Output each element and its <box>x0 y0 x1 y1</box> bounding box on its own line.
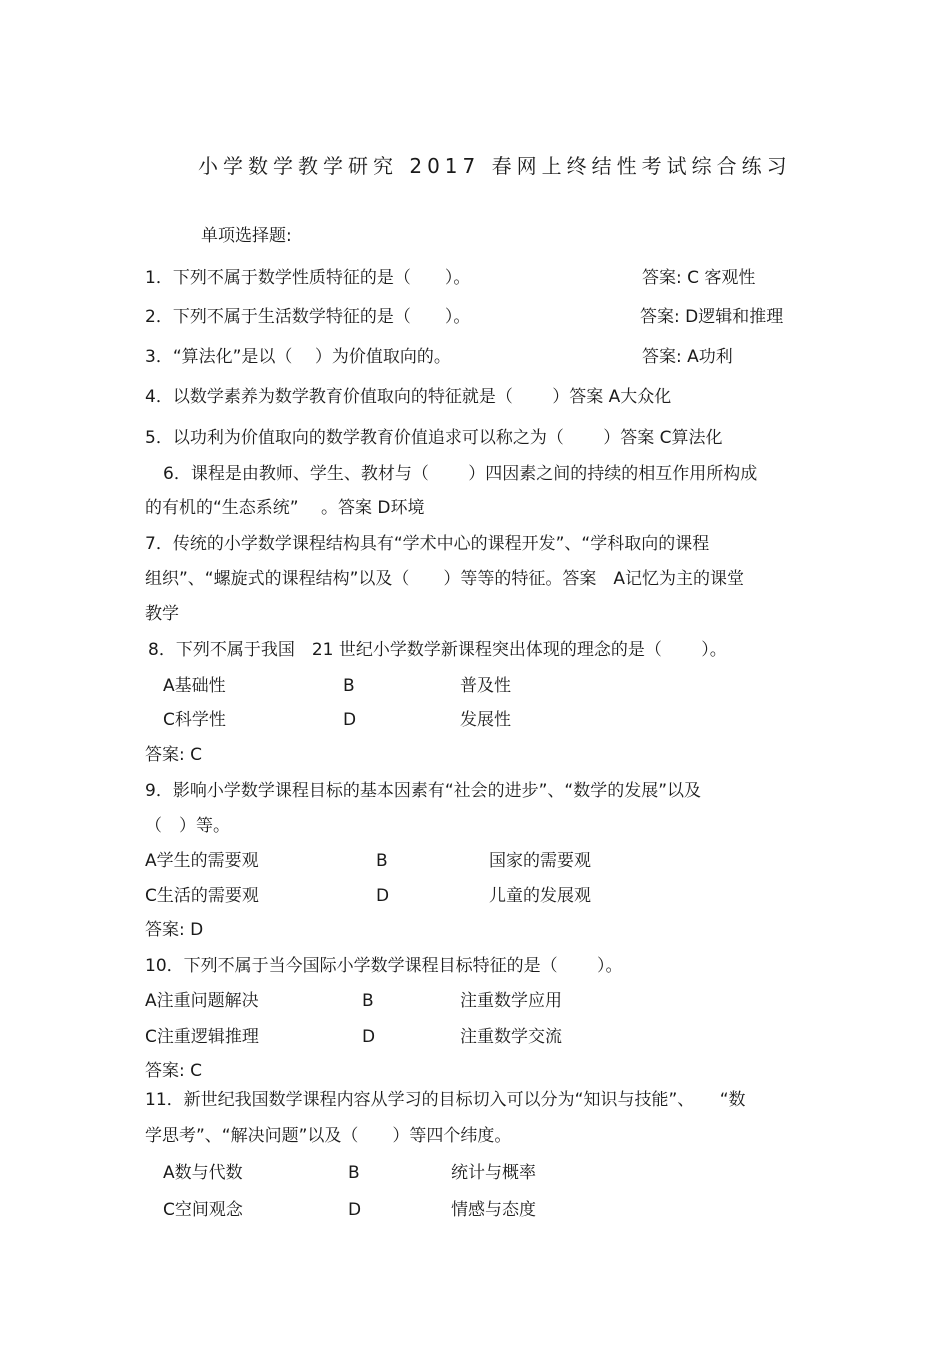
question-8-option-b-letter: B <box>343 676 355 696</box>
question-8-option-c: C科学性 <box>163 710 226 730</box>
question-11-option-b-letter: B <box>348 1163 360 1183</box>
question-11-option-c: C空间观念 <box>163 1200 243 1220</box>
question-10-option-d-letter: D <box>362 1027 376 1047</box>
question-7-line-2: 组织”、“螺旋式的课程结构”以及（ ）等等的特征。答案 A记忆为主的课堂 <box>145 569 745 589</box>
section-heading: 单项选择题: <box>201 226 292 246</box>
question-10-option-a: A注重问题解决 <box>145 991 259 1011</box>
question-6-line-1: 6．课程是由教师、学生、教材与（ ）四因素之间的持续的相互作用所构成 <box>163 464 758 484</box>
question-9-option-c: C生活的需要观 <box>145 886 259 906</box>
question-9-answer: 答案: D <box>145 920 204 940</box>
question-5: 5．以功利为价值取向的数学教育价值追求可以称之为（ ）答案 C算法化 <box>145 428 723 448</box>
question-8-stem: 8．下列不属于我国 21 世纪小学数学新课程突出体现的理念的是（ ）。 <box>148 640 727 660</box>
question-11-option-d-text: 情感与态度 <box>451 1200 536 1220</box>
question-11-option-a: A数与代数 <box>163 1163 243 1183</box>
question-7-line-3: 教学 <box>145 604 179 624</box>
question-3: 3．“算法化”是以（ ）为价值取向的。 <box>145 347 451 367</box>
answer-1: 答案: C 客观性 <box>642 268 756 288</box>
question-9-line-1: 9．影响小学数学课程目标的基本因素有“社会的进步”、“数学的发展”以及 <box>145 781 702 801</box>
question-9-option-d-letter: D <box>376 886 390 906</box>
question-10-option-c: C注重逻辑推理 <box>145 1027 259 1047</box>
question-9-line-2: （ ）等。 <box>145 816 230 836</box>
question-10-option-d-text: 注重数学交流 <box>460 1027 562 1047</box>
question-1: 1．下列不属于数学性质特征的是（ ）。 <box>145 268 471 288</box>
page-title: 小学数学教学研究 2017 春网上终结性考试综合练习 <box>198 154 792 178</box>
question-8-answer: 答案: C <box>145 745 203 765</box>
question-8-option-d-text: 发展性 <box>460 710 511 730</box>
question-7-line-1: 7．传统的小学数学课程结构具有“学术中心的课程开发”、“学科取向的课程 <box>145 534 710 554</box>
question-4: 4．以数学素养为数学教育价值取向的特征就是（ ）答案 A大众化 <box>145 387 672 407</box>
question-10-option-b-text: 注重数学应用 <box>460 991 562 1011</box>
question-6-line-2: 的有机的“生态系统” 。答案 D环境 <box>145 498 425 518</box>
question-11-line-2: 学思考”、“解决问题”以及（ ）等四个纬度。 <box>145 1126 512 1146</box>
question-11-option-d-letter: D <box>348 1200 362 1220</box>
question-9-option-b-letter: B <box>376 851 388 871</box>
question-11-line-1: 11．新世纪我国数学课程内容从学习的目标切入可以分为“知识与技能”、 “数 <box>145 1090 746 1110</box>
question-8-option-b-text: 普及性 <box>460 676 511 696</box>
question-10-answer: 答案: C <box>145 1061 203 1081</box>
question-10-stem: 10．下列不属于当今国际小学数学课程目标特征的是（ ）。 <box>145 956 623 976</box>
answer-3: 答案: A功利 <box>642 347 733 367</box>
question-10-option-b-letter: B <box>362 991 374 1011</box>
question-2: 2．下列不属于生活数学特征的是（ ）。 <box>145 307 471 327</box>
answer-2: 答案: D逻辑和推理 <box>640 307 784 327</box>
question-11-option-b-text: 统计与概率 <box>451 1163 536 1183</box>
question-9-option-d-text: 儿童的发展观 <box>489 886 591 906</box>
question-9-option-b-text: 国家的需要观 <box>489 851 591 871</box>
question-9-option-a: A学生的需要观 <box>145 851 259 871</box>
question-8-option-a: A基础性 <box>163 676 226 696</box>
question-8-option-d-letter: D <box>343 710 357 730</box>
